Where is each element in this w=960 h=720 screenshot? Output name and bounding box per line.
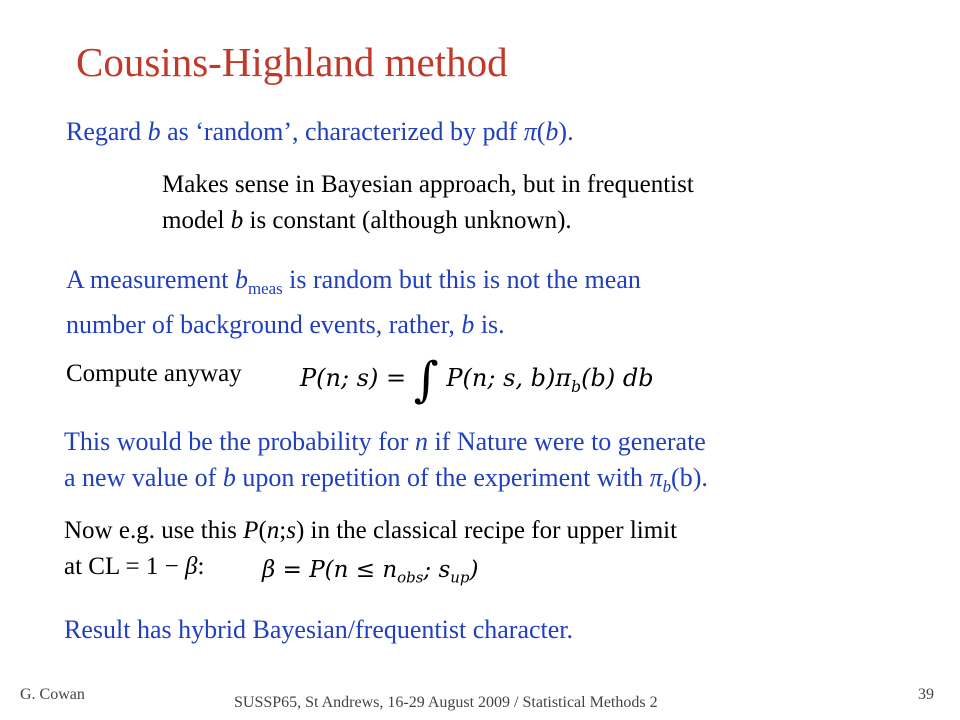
measurement-line-2: number of background events, rather, b is. (66, 310, 505, 340)
result-line: Result has hybrid Bayesian/frequentist character. (64, 615, 574, 644)
slide-title: Cousins-Highland method (76, 39, 508, 85)
beta-formula: $\beta = P(n \le n_{obs}$; $s_{up}$) (262, 557, 479, 587)
probability-line-1: This would be the probability for n if Nature were to generate (64, 427, 706, 456)
integral-sign: ∫ (413, 352, 439, 408)
sense-paragraph (162, 167, 694, 239)
sense-line-1: Makes sense in Bayesian approach, but in frequentist (162, 171, 694, 198)
sense-line-2: model b is constant (although unknown). (162, 207, 572, 234)
measurement-paragraph (66, 262, 641, 343)
recipe-line-2: at CL = 1 − β: (64, 553, 205, 580)
footer-page-number: 39 (918, 686, 934, 703)
footer-event: SUSSP65, St Andrews, 16-29 August 2009 / Statistical Methods 2 (234, 694, 658, 711)
regard-line: Regard b as ‘random’, characterized by pdf π(b). (66, 117, 574, 146)
recipe-line-1: Now e.g. use this P(n;s) in the classical recipe for upper limit (64, 517, 678, 544)
marginal-likelihood-formula: P(n; s) = ∫ P(n; s, $b)\pi_b(b)$ db (300, 352, 654, 408)
compute-label: Compute anyway (66, 360, 242, 387)
probability-paragraph (64, 424, 708, 505)
probability-line-2: a new value of b upon repetition of the experiment with $\pi_b(b)$. (64, 463, 708, 497)
footer-author: G. Cowan (20, 686, 85, 703)
measurement-line-1: A measurement $b_{meas}$ is random but this is not the mean (66, 265, 641, 299)
